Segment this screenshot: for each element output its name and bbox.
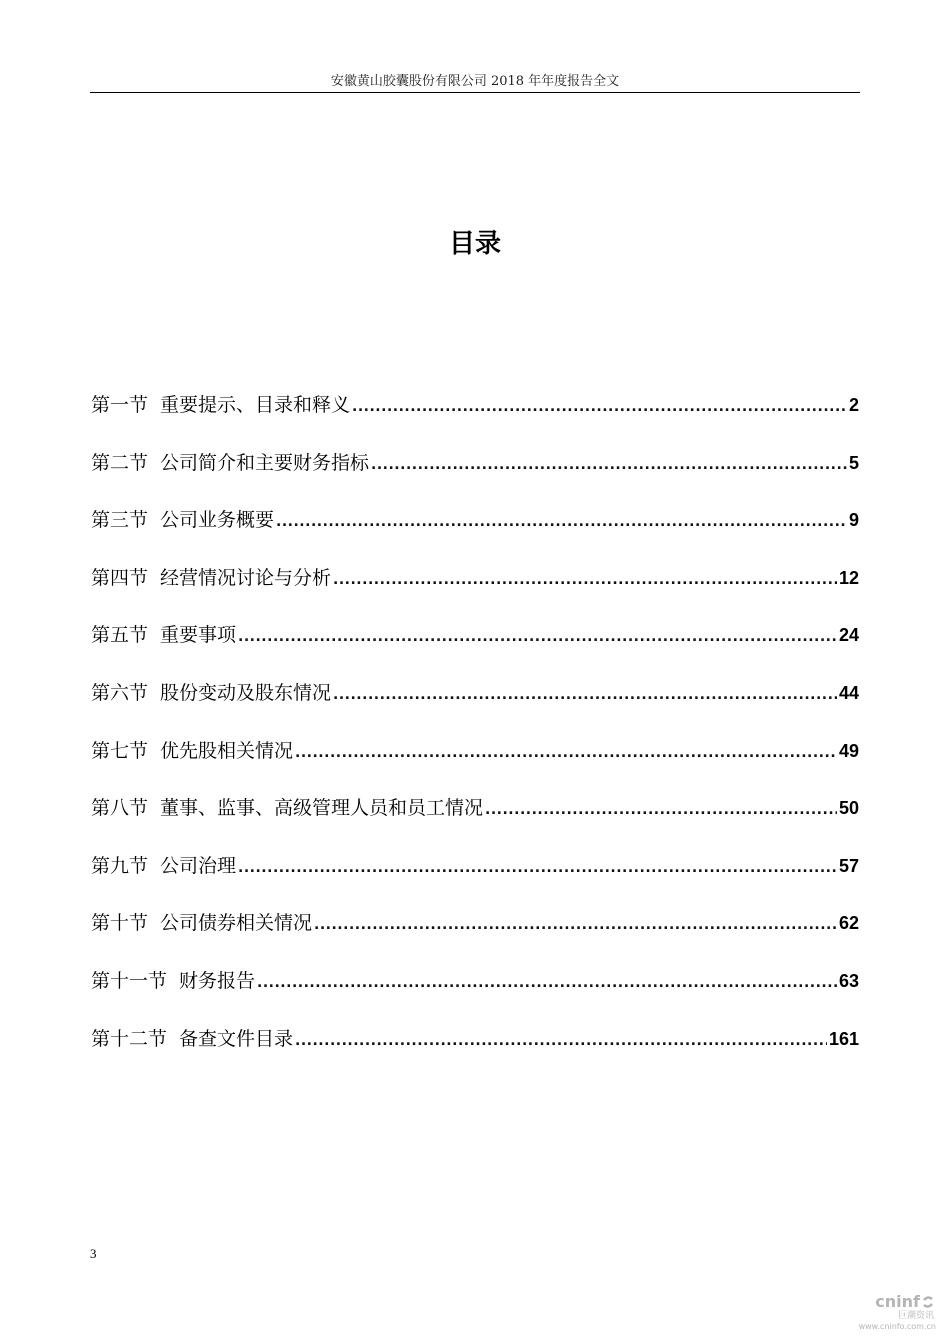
running-header: 安徽黄山胶囊股份有限公司 2018 年年度报告全文: [330, 74, 620, 89]
toc-section-title: 公司债券相关情况: [160, 912, 313, 935]
toc-page-number: 49: [838, 740, 859, 761]
toc-dot-leader: [295, 1026, 827, 1056]
toc-section-title: 财务报告: [179, 969, 256, 992]
toc-entry[interactable]: [91, 448, 859, 506]
toc-dot-leader: [314, 910, 837, 940]
toc-entry[interactable]: [91, 966, 859, 1024]
toc-section-number: 第二节: [91, 451, 149, 474]
toc-section-number: 第十一节: [91, 969, 168, 992]
toc-page-number: 2: [848, 395, 859, 415]
toc-page-number: 44: [838, 682, 859, 703]
toc-dot-leader: [333, 565, 837, 595]
toc-entry[interactable]: [91, 736, 859, 794]
toc-section-number: 第七节: [91, 739, 149, 762]
toc-section-number: 第六节: [91, 681, 149, 704]
toc-section-title: 重要提示、目录和释义: [160, 394, 351, 416]
toc-section-number: 第五节: [91, 624, 149, 647]
toc-dot-leader: [257, 968, 837, 998]
cninfo-subtitle: 巨潮资讯: [897, 1311, 934, 1321]
toc-section-title: 公司简介和主要财务指标: [160, 451, 370, 474]
toc-section-title: 备查文件目录: [179, 1027, 294, 1050]
toc-section-number: 第四节: [91, 566, 149, 589]
cninfo-logo: [846, 1293, 936, 1311]
toc-entry[interactable]: [91, 908, 859, 966]
toc-dot-leader: [238, 622, 837, 652]
toc-section-title: 股份变动及股东情况: [160, 681, 332, 704]
toc-page-number: 63: [838, 970, 859, 991]
toc-page-number: 9: [848, 510, 859, 531]
toc-entry[interactable]: [91, 678, 859, 736]
toc-dot-leader: [352, 392, 847, 422]
toc-dot-leader: [485, 795, 837, 825]
toc-page-number: 12: [838, 567, 859, 588]
toc-page-number: 24: [838, 625, 859, 646]
cninfo-watermark: [846, 1293, 936, 1332]
toc-entry[interactable]: [91, 851, 859, 909]
toc-section-title: 董事、监事、高级管理人员和员工情况: [160, 797, 484, 820]
page-title: 目录: [448, 229, 501, 259]
toc-entry[interactable]: [91, 620, 859, 678]
toc-dot-leader: [295, 738, 837, 768]
toc-entry[interactable]: [91, 505, 859, 563]
toc-section-title: 重要事项: [160, 624, 237, 647]
header-divider: [90, 92, 860, 93]
toc-entry[interactable]: [91, 563, 859, 621]
toc-page-number: 50: [838, 798, 859, 819]
toc-dot-leader: [371, 450, 847, 480]
toc-section-number: 第三节: [91, 509, 149, 532]
toc-section-title: 公司业务概要: [160, 509, 275, 532]
toc-entry[interactable]: [91, 390, 859, 448]
toc-section-title: 优先股相关情况: [160, 739, 294, 762]
toc-section-title: 经营情况讨论与分析: [160, 566, 332, 589]
toc-page-number: 57: [838, 855, 859, 876]
toc-page-number: 62: [838, 913, 859, 934]
toc-section-title: 公司治理: [160, 854, 237, 877]
toc-entry[interactable]: [91, 1024, 859, 1082]
page-number: 3: [90, 1246, 97, 1261]
cninfo-logo-text: cninf: [875, 1292, 920, 1311]
toc-section-number: 第十二节: [91, 1027, 168, 1050]
toc-dot-leader: [333, 680, 837, 710]
toc-section-number: 第九节: [91, 854, 149, 877]
toc-page-number: 5: [848, 452, 859, 473]
toc-section-number: 第十节: [91, 912, 149, 935]
toc-page-number: 161: [828, 1028, 859, 1049]
cninfo-swirl-icon: [920, 1294, 936, 1310]
toc-dot-leader: [276, 507, 847, 537]
toc-section-number: 第一节: [91, 394, 149, 416]
cninfo-url: www.cninfo.com.cn: [858, 1322, 936, 1331]
toc-dot-leader: [238, 853, 837, 883]
toc-entry[interactable]: [91, 793, 859, 851]
table-of-contents: [91, 390, 859, 1081]
toc-section-number: 第八节: [91, 797, 149, 820]
